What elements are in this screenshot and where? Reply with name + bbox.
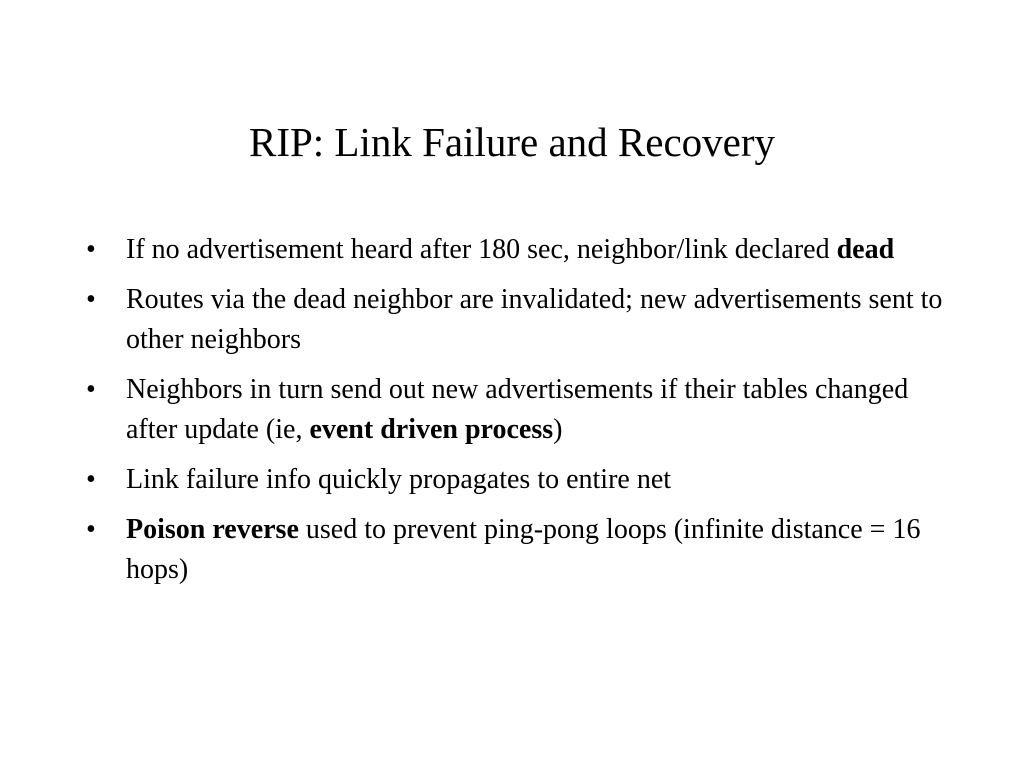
bullet-3-text-after: ) (553, 414, 563, 445)
bullet-icon: • (86, 514, 96, 545)
bullet-3-bold: event driven process (309, 414, 554, 445)
bullet-icon: • (86, 464, 96, 495)
bullet-1-text: If no advertisement heard after 180 sec, neighbor/link declared (126, 234, 837, 265)
bullet-3-text: Neighbors in turn send out new advertisements if their tables changed after update (ie, (126, 374, 909, 445)
bullet-icon: • (86, 284, 96, 315)
bullet-item-4 (84, 460, 954, 500)
bullet-item-5 (84, 510, 954, 590)
bullet-icon: • (86, 234, 96, 265)
bullet-5-bold: Poison reverse (126, 514, 299, 545)
slide-title: RIP: Link Failure and Recovery (248, 119, 776, 165)
bullet-icon: • (86, 374, 96, 405)
bullet-item-1 (84, 230, 954, 270)
bullet-2-text: Routes via the dead neighbor are invalidated; new advertisements sent to other neighbors (126, 284, 943, 355)
bullet-1-bold: dead (836, 234, 895, 265)
bullet-item-3 (84, 370, 954, 450)
bullet-5-text-after: used to prevent ping-pong loops (infinite distance = 16 hops) (126, 514, 921, 585)
bullet-item-2 (84, 280, 954, 360)
bullet-list (84, 230, 954, 600)
bullet-4-text: Link failure info quickly propagates to entire net (126, 464, 672, 495)
